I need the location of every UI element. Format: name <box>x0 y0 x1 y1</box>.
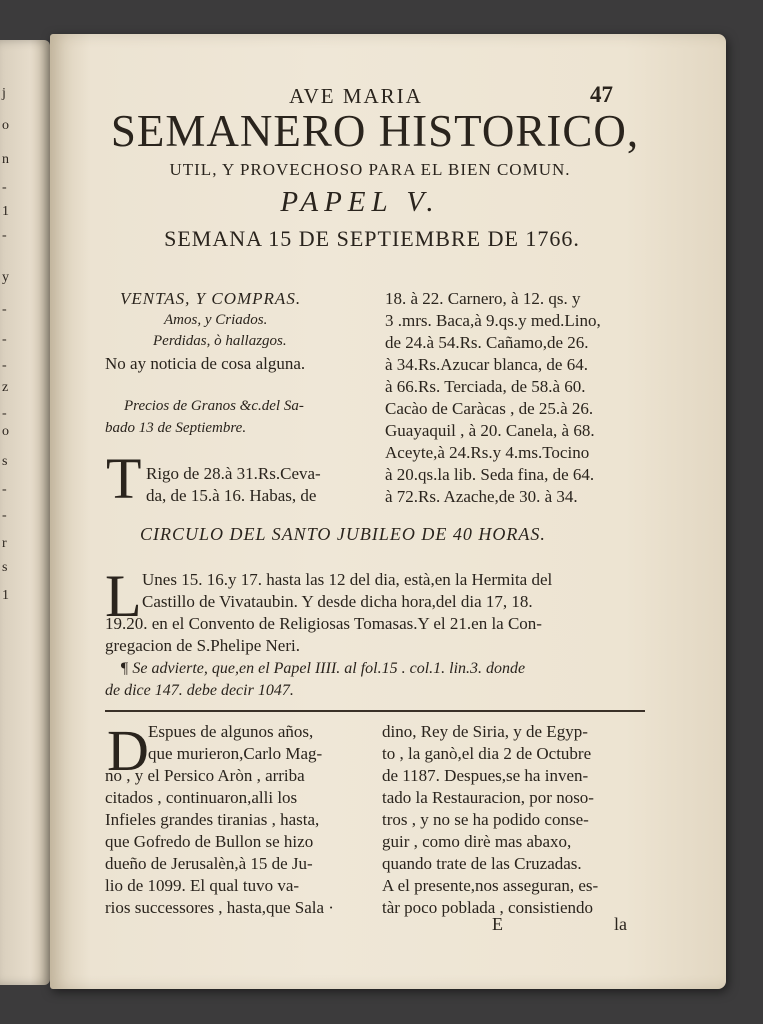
newspaper-page <box>50 34 726 989</box>
price-line: 3 .mrs. Baca,à 9.qs.y med.Lino, <box>385 311 601 330</box>
erratum-note-line1: ¶ Se advierte, que,en el Papel IIII. al fol.15 . col.1. lin.3. donde <box>120 660 526 677</box>
history-right-line: quando trate de las Cruzadas. <box>382 854 582 873</box>
drop-cap-T: T <box>106 446 142 511</box>
signature-mark: E <box>492 914 503 934</box>
history-right-line: tàr poco poblada , consistiendo <box>382 898 594 917</box>
margin-fragment: o <box>2 118 9 133</box>
margin-fragment: s <box>2 560 8 575</box>
margin-fragment: j <box>2 86 6 101</box>
price-line: de 24.à 54.Rs. Cañamo,de 26. <box>385 333 589 352</box>
drop-cap-D: D <box>107 718 149 783</box>
history-left-line: citados , continuaron,alli los <box>105 788 298 807</box>
history-left-line: lio de 1099. El qual tuvo va- <box>105 876 300 895</box>
margin-fragment: n <box>2 152 9 167</box>
no-news-line: No ay noticia de cosa alguna. <box>105 354 306 373</box>
week-date: SEMANA 15 DE SEPTIEMBRE DE 1766. <box>164 226 580 251</box>
margin-fragment: 1 <box>2 204 9 219</box>
drop-cap-L: L <box>105 563 142 629</box>
margin-fragment: s <box>2 454 8 469</box>
catchword: la <box>614 914 627 934</box>
jubilee-line: 19.20. en el Convento de Religiosas Tomasas.Y el 21.en la Con- <box>105 614 542 633</box>
jubilee-line: gregacion de S.Phelipe Neri. <box>105 636 300 655</box>
margin-fragment: - <box>2 332 7 347</box>
jubilee-heading: CIRCULO DEL SANTO JUBILEO DE 40 HORAS. <box>140 524 546 544</box>
masthead-title: SEMANERO HISTORICO, <box>110 106 640 156</box>
section-divider <box>105 710 645 712</box>
history-left-line: Infieles grandes tiranias , hasta, <box>105 810 320 829</box>
margin-fragment: o <box>2 424 9 439</box>
price-line: Aceyte,à 24.Rs.y 4.ms.Tocino <box>385 443 590 462</box>
history-right-line: dino, Rey de Siria, y de Egyp- <box>382 722 588 741</box>
price-line: à 34.Rs.Azucar blanca, de 64. <box>385 355 588 374</box>
margin-fragment: - <box>2 406 7 421</box>
margin-fragment: z <box>2 380 9 395</box>
jubilee-line: Unes 15. 16.y 17. hasta las 12 del dia, està,en la Hermita del <box>142 570 553 589</box>
history-right-line: de 1187. Despues,se ha inven- <box>382 766 589 785</box>
masthead-subtitle: UTIL, Y PROVECHOSO PARA EL BIEN COMUN. <box>169 160 571 179</box>
history-left-line: rios successores , hasta,que Sala · <box>105 898 334 917</box>
price-line: 18. à 22. Carnero, à 12. qs. y <box>385 289 581 308</box>
header-invocation: AVE MARIA <box>289 84 423 108</box>
price-line: à 66.Rs. Terciada, de 58.à 60. <box>385 377 586 396</box>
margin-fragment: - <box>2 482 7 497</box>
history-left-line: que murieron,Carlo Mag- <box>148 744 323 763</box>
erratum-note-line2: de dice 147. debe decir 1047. <box>105 682 294 699</box>
margin-fragment: - <box>2 302 7 317</box>
sales-heading: VENTAS, Y COMPRAS. <box>120 289 302 308</box>
margin-fragment: - <box>2 180 7 195</box>
price-line: Guayaquil , à 20. Canela, à 68. <box>385 421 595 440</box>
prices-heading-line2: bado 13 de Septiembre. <box>105 420 247 436</box>
price-line: Cacào de Caràcas , de 25.à 26. <box>385 399 594 418</box>
lost-found-subheading: Perdidas, ò hallazgos. <box>153 333 287 349</box>
history-left-line: que Gofredo de Bullon se hizo <box>105 832 314 851</box>
prices-heading-line1: Precios de Granos &c.del Sa- <box>124 398 304 414</box>
history-left-line: no , y el Persico Aròn , arriba <box>105 766 305 785</box>
history-left-line: dueño de Jerusalèn,à 15 de Ju- <box>105 854 313 873</box>
margin-fragment: r <box>2 536 7 551</box>
margin-fragment: - <box>2 228 7 243</box>
facing-page-edge <box>0 40 50 985</box>
masters-servants-subheading: Amos, y Criados. <box>164 312 268 328</box>
price-line: à 20.qs.la lib. Seda fina, de 64. <box>385 465 595 484</box>
history-right-line: tado la Restauracion, por noso- <box>382 788 594 807</box>
issue-label: PAPEL V. <box>280 186 440 218</box>
history-right-line: guir , como dirè mas abaxo, <box>382 832 572 851</box>
history-left-line: Espues de algunos años, <box>148 722 314 741</box>
grain-prices-line1: Rigo de 28.à 31.Rs.Ceva- <box>146 464 321 483</box>
grain-prices-line2: da, de 15.à 16. Habas, de <box>146 486 317 505</box>
history-right-line: A el presente,nos asseguran, es- <box>382 876 599 895</box>
page-number: 47 <box>590 82 613 107</box>
margin-fragment: y <box>2 270 9 285</box>
margin-fragment: 1 <box>2 588 9 603</box>
price-line: à 72.Rs. Azache,de 30. à 34. <box>385 487 578 506</box>
margin-fragment: - <box>2 508 7 523</box>
margin-fragment: - <box>2 358 7 373</box>
jubilee-line: Castillo de Vivataubin. Y desde dicha hora,del dia 17, 18. <box>142 592 533 611</box>
history-right-line: to , la ganò,el dia 2 de Octubre <box>382 744 592 763</box>
history-right-line: tros , y no se ha podido conse- <box>382 810 589 829</box>
